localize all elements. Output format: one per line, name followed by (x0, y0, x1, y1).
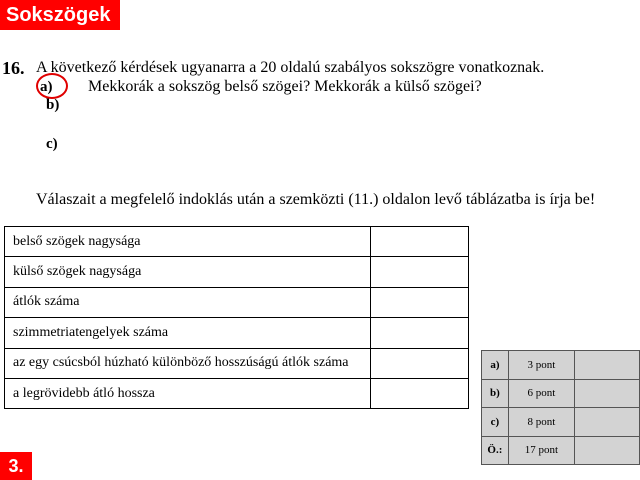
score-row (482, 436, 640, 465)
score-row (482, 408, 640, 437)
part-b-label: b) (46, 97, 60, 113)
score-points: 6 pont (508, 379, 574, 408)
highlight-circle (36, 73, 68, 99)
row-label: szimmetriatengelyek száma (5, 318, 371, 348)
score-points: 17 pont (508, 436, 574, 465)
answer-cell[interactable] (371, 287, 469, 317)
score-earned[interactable] (575, 408, 640, 437)
score-earned[interactable] (575, 351, 640, 380)
score-table (481, 350, 640, 465)
table-row (5, 257, 469, 287)
answer-cell[interactable] (371, 348, 469, 378)
instruction-text: Válaszait a megfelelő indoklás után a szemközti (11.) oldalon levő táblázatba is írja be! (36, 191, 596, 208)
row-label: a legrövidebb átló hossza (5, 378, 371, 408)
part-a-label: a) (40, 79, 53, 95)
score-key: c) (482, 408, 509, 437)
score-key: b) (482, 379, 509, 408)
section-title: Sokszögek (0, 0, 120, 30)
score-key: a) (482, 351, 509, 380)
table-row (5, 287, 469, 317)
question-number: 16. (2, 58, 25, 78)
table-row (5, 378, 469, 408)
score-earned[interactable] (575, 436, 640, 465)
score-points: 8 pont (508, 408, 574, 437)
row-label: az egy csúcsból húzható különböző hosszúságú átlók száma (5, 348, 371, 378)
answer-cell[interactable] (371, 257, 469, 287)
question-text: A következő kérdések ugyanarra a 20 oldalú szabályos sokszögre vonatkoznak. (36, 59, 545, 76)
table-row (5, 348, 469, 378)
answer-table (4, 226, 469, 409)
score-earned[interactable] (575, 379, 640, 408)
page-number: 3. (0, 452, 32, 480)
row-label: külső szögek nagysága (5, 257, 371, 287)
answer-cell[interactable] (371, 378, 469, 408)
part-a-text: Mekkorák a sokszög belső szögei? Mekkorák a külső szögei? (88, 78, 482, 95)
part-c-label: c) (46, 136, 58, 152)
answer-cell[interactable] (371, 318, 469, 348)
row-label: belső szögek nagysága (5, 227, 371, 257)
answer-cell[interactable] (371, 227, 469, 257)
score-row (482, 379, 640, 408)
score-points: 3 pont (508, 351, 574, 380)
table-row (5, 318, 469, 348)
score-key: Ö.: (482, 436, 509, 465)
score-row (482, 351, 640, 380)
row-label: átlók száma (5, 287, 371, 317)
table-row (5, 227, 469, 257)
